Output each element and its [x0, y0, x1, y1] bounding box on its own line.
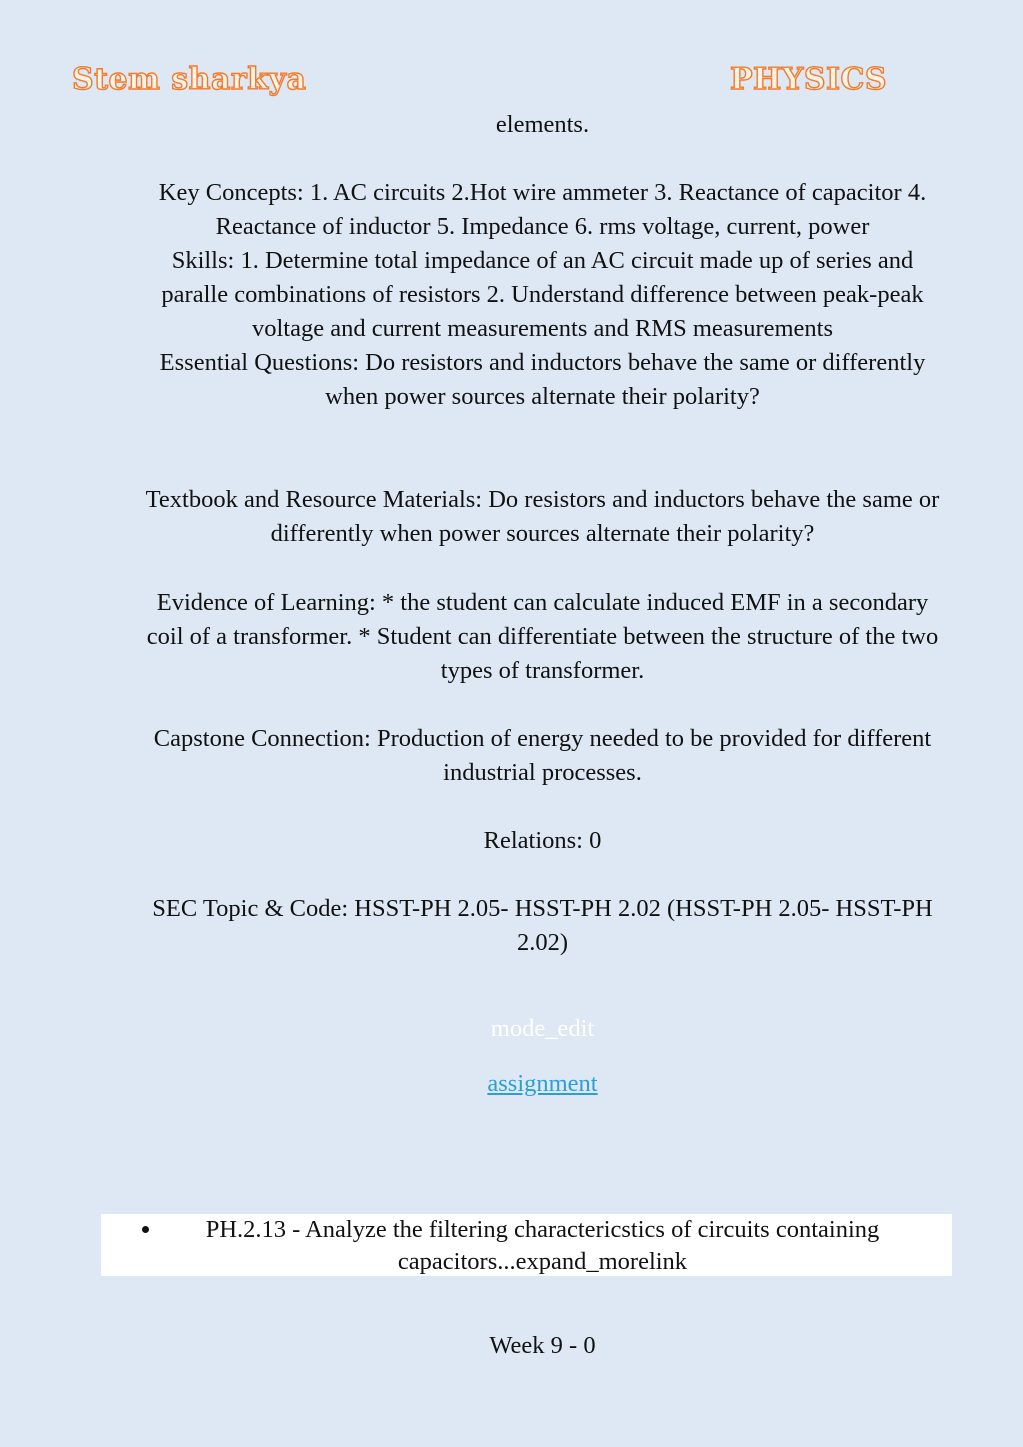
key-concepts-block [140, 176, 945, 414]
key-concepts: Key Concepts: 1. AC circuits 2.Hot wire ammeter 3. Reactance of capacitor 4. Reactance of inductor 5. Impedance 6. rms voltage, current, power [158, 179, 927, 240]
standard-list [101, 1214, 952, 1278]
standard-item[interactable]: • PH.2.13 - Analyze the filtering charactericstics of circuits containing capacitors...expand_morelink [163, 1214, 922, 1278]
capstone-connection: Capstone Connection: Production of energy needed to be provided for different industrial processes. [153, 725, 932, 786]
evidence-block [140, 586, 945, 688]
elements-line: elements. [495, 111, 590, 138]
evidence-of-learning: Evidence of Learning: * the student can calculate induced EMF in a secondary coil of a transformer. * Student can differentiate between the structure of the two types of transformer. [146, 589, 939, 684]
assignment-link[interactable]: assignment [487, 1070, 598, 1097]
week-label: Week 9 - 0 [489, 1332, 596, 1359]
standard-box [101, 1214, 952, 1276]
mode-edit-icon[interactable]: mode_edit [490, 1015, 595, 1042]
textbook-materials: Textbook and Resource Materials: Do resistors and inductors behave the same or differently when power sources alternate their polarity? [145, 486, 940, 547]
essential-questions: Essential Questions: Do resistors and inductors behave the same or differently when power sources alternate their polarity? [159, 349, 926, 410]
capstone-block [140, 722, 945, 790]
skills: Skills: 1. Determine total impedance of an AC circuit made up of series and paralle combinations of resistors 2. Understand difference between peak-peak voltage and current measurements and RMS measurements [161, 247, 924, 342]
assignment-container [0, 1070, 1023, 1098]
textbook-block [140, 483, 945, 551]
brand-logo: Stem sharkya [72, 62, 307, 97]
relations: Relations: 0 [483, 827, 602, 854]
elements-text [140, 108, 945, 142]
sec-topic-block [140, 892, 945, 960]
subject-label: PHYSICS [730, 62, 888, 97]
relations-block [140, 824, 945, 858]
sec-topic-code: SEC Topic & Code: HSST-PH 2.05- HSST-PH 2.02 (HSST-PH 2.05- HSST-PH 2.02) [152, 895, 933, 956]
